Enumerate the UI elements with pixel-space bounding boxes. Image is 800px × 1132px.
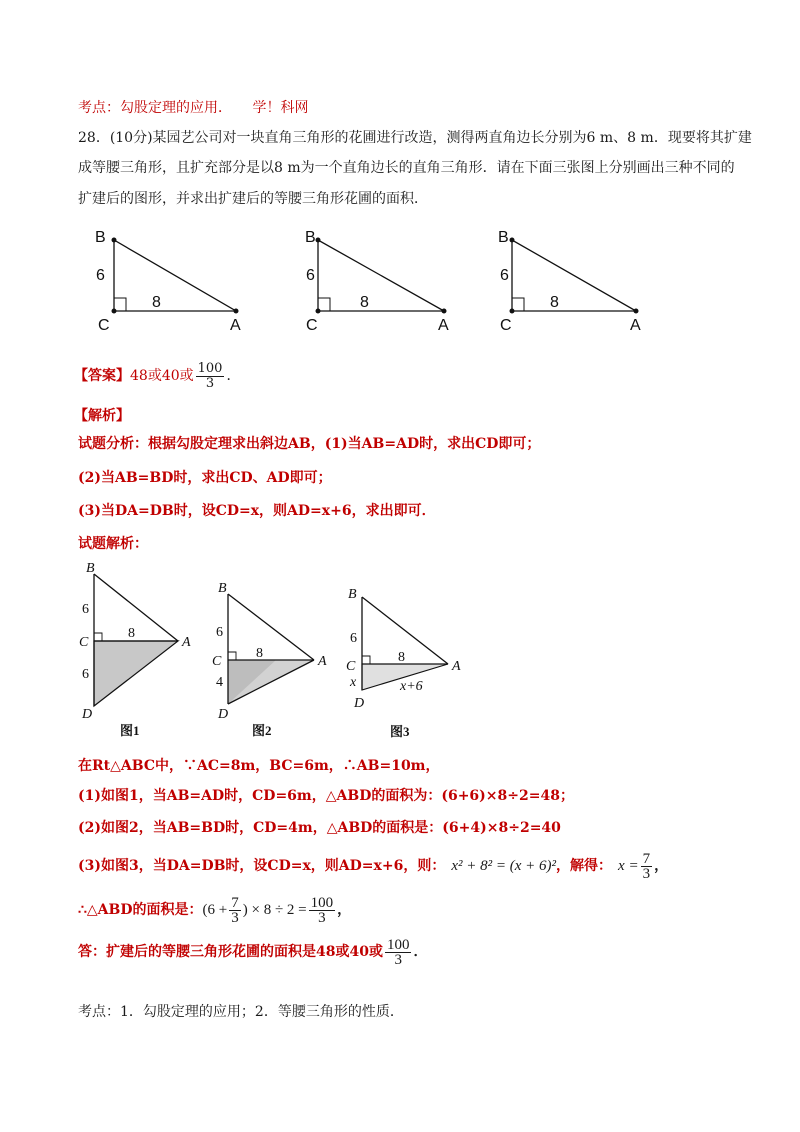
label-c: C [98,317,110,334]
label-d: D [218,707,229,722]
label-ca: 8 [128,626,135,641]
label-d: D [354,696,365,711]
label-a: A [182,635,191,650]
solution-4-inner-fraction [229,896,241,925]
solution-line-5 [78,932,427,972]
solution-line-4 [78,890,351,930]
label-a: A [318,654,327,669]
solution-figure-3 [346,587,461,739]
label-cb: 6 [82,602,89,617]
label-6: 6 [306,267,315,284]
label-b: B [498,229,509,246]
label-a: A [452,659,461,674]
label-6: 6 [96,267,105,284]
solution-line-3 [78,846,668,886]
label-da: x+6 [400,679,423,694]
fraction-numerator: 100 [310,894,334,911]
label-b: B [305,229,316,246]
label-8: 8 [360,294,369,311]
label-cb: 6 [216,625,223,640]
analysis-line-2: (2)当AB=BD时，求出CD、AD即可； [78,470,332,486]
label-cb: 6 [350,631,357,646]
fraction-numerator: 7 [231,894,239,911]
label-d: D [82,707,93,722]
kaodian-text: 考点：勾股定理的应用． [78,100,232,116]
label-c: C [346,659,356,674]
problem-line-2: 成等腰三角形，且扩充部分是以8 m为一个直角边长的直角三角形．请在下面三张图上分别画出三种不同的 [78,160,735,176]
solution-4-fraction [309,896,336,925]
jiexi-tag: 【解析】 [74,408,130,424]
label-c: C [306,317,318,334]
solution-5-end: ． [413,944,428,960]
answer-text: 48或40或 [130,368,194,384]
solution-5-fraction [385,938,412,967]
fraction-numerator: 100 [386,936,410,953]
label-c: C [79,635,89,650]
solution-4-end: ， [337,902,352,918]
label-ca: 8 [256,646,263,661]
solution-figure-2 [212,581,327,738]
fraction-denominator: 3 [205,375,215,391]
label-cd: x [350,675,357,690]
answer-end: ． [226,368,241,384]
caption-fig2: 图2 [252,723,272,738]
fraction-numerator: 7 [642,850,651,867]
analysis-line-1: 试题分析：根据勾股定理求出斜边AB，(1)当AB=AD时，求出CD即可； [78,436,541,452]
problem-line-3: 扩建后的图形，并求出扩建后的等腰三角形花圃的面积． [78,191,428,207]
problem-line-1: 28．(10分)某园艺公司对一块直角三角形的花圃进行改造，测得两直角边长分别为6 m、8 m．现要将其扩建 [78,130,752,146]
label-cd: 6 [82,667,89,682]
caption-fig1: 图1 [120,723,140,738]
solution-4-eq-a: (6 + [202,902,228,918]
label-8: 8 [550,294,559,311]
label-6: 6 [500,267,509,284]
solution-4-eq-b: ) × 8 ÷ 2 = [242,902,307,918]
solution-3-equation: x² + 8² = (x + 6)² [451,858,557,874]
solution-line-2: (2)如图2，当AB=BD时，CD=4m，△ABD的面积是：(6+4)×8÷2=40 [78,820,561,836]
solution-3-result: x = [618,858,639,874]
solution-line-1: (1)如图1，当AB=AD时，CD=6m，△ABD的面积为：(6+6)×8÷2=48； [78,788,574,804]
analysis-line-3: (3)当DA=DB时，设CD=x，则AD=x+6，求出即可． [78,503,436,519]
label-b: B [218,581,227,596]
label-c: C [212,654,222,669]
bottom-kaodian: 考点：1．勾股定理的应用；2．等腰三角形的性质． [78,1004,404,1020]
label-ca: 8 [398,650,405,665]
label-cd: 4 [216,675,223,690]
label-a: A [630,317,641,334]
detail-title: 试题解析： [78,536,148,552]
watermark-text: 学！科网 [252,100,309,116]
fraction-denominator: 3 [394,951,402,968]
label-a: A [438,317,449,334]
fraction-denominator: 3 [318,909,326,926]
fraction-numerator: 100 [197,360,223,376]
label-c: C [500,317,512,334]
solution-line-0: 在Rt△ABC中，∵AC=8m，BC=6m，∴AB=10m， [78,758,440,774]
solution-3-end: ， [654,858,669,874]
label-a: A [230,317,241,334]
answer-tag: 【答案】 [74,368,130,384]
caption-fig3: 图3 [390,724,410,739]
solution-5-text: 答：扩建后的等腰三角形花圃的面积是48或40或 [78,944,383,960]
fraction-denominator: 3 [642,865,651,882]
solution-4-text: ∴△ABD的面积是： [78,902,203,918]
solution-3-mid: ，解得： [556,858,613,874]
label-b: B [348,587,357,602]
label-b: B [95,229,106,246]
label-8: 8 [152,294,161,311]
label-b: B [86,561,95,576]
solution-3-fraction [641,852,653,881]
solution-3-text: (3)如图3，当DA=DB时，设CD=x，则AD=x+6，则： [78,858,446,874]
fraction-denominator: 3 [231,909,239,926]
solution-figure-1 [79,561,191,738]
